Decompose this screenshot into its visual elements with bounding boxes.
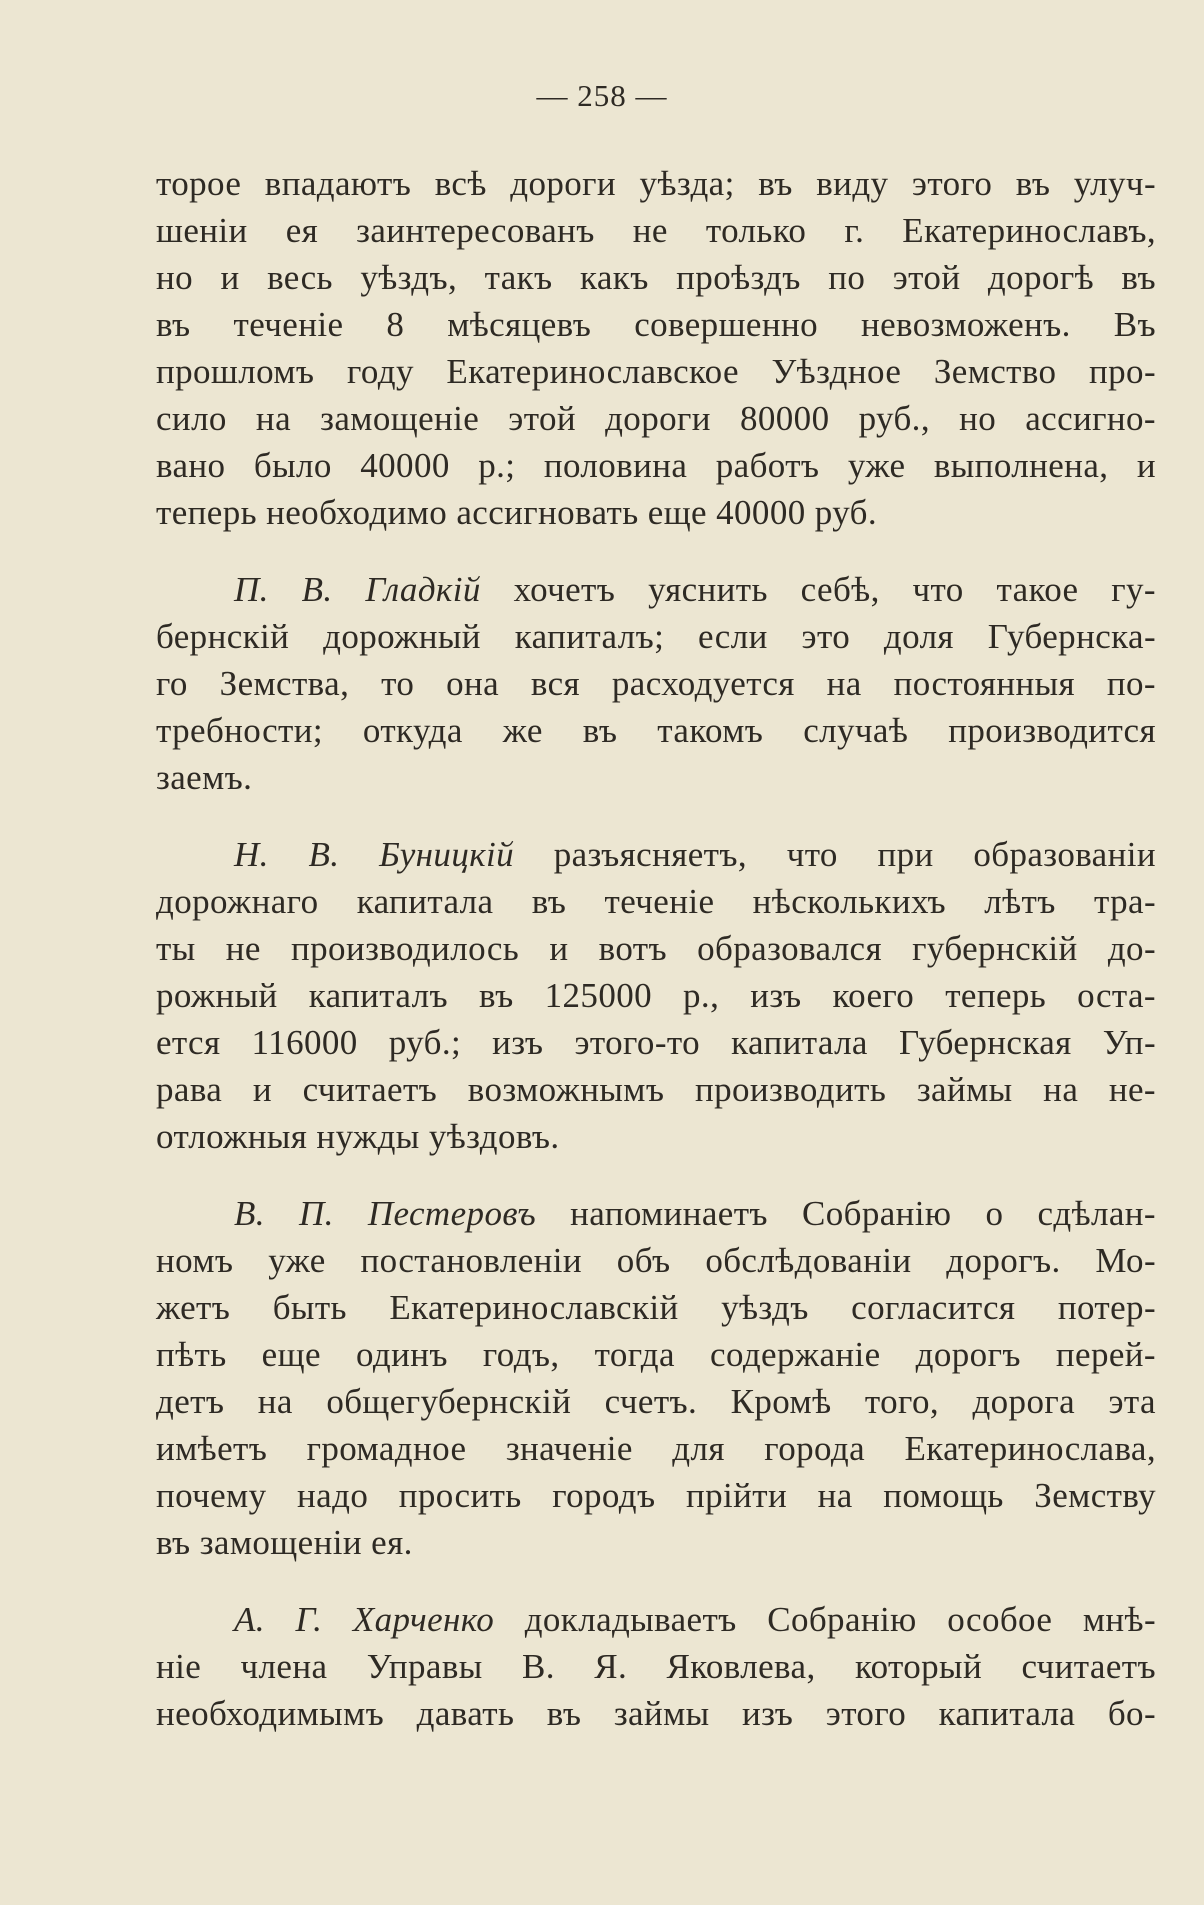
text-line-first (156, 831, 1156, 878)
text-line: имѣетъ громадное значеніе для города Екатеринослава, (156, 1429, 1156, 1468)
text-line: теперь необходимо ассигновать еще 40000 руб. (156, 493, 878, 532)
text-line: вано было 40000 р.; половина работъ уже выполнена, и (156, 446, 1156, 485)
text-line: жетъ быть Екатеринославскій уѣздъ согласится потер- (156, 1288, 1156, 1327)
text-line: сило на замощеніе этой дороги 80000 руб., но ассигно- (156, 399, 1156, 438)
paragraph-1 (156, 160, 1156, 536)
speaker-name: Н. В. Буницкій (234, 835, 515, 874)
text-line: рожный капиталъ въ 125000 р., изъ коего теперь оста- (156, 976, 1156, 1015)
text-line: прошломъ году Екатеринославское Уѣздное Земство про- (156, 352, 1156, 391)
paragraph-2 (156, 566, 1156, 801)
speaker-name: В. П. Пестеровъ (234, 1194, 537, 1233)
text-line: почему надо просить городъ прійти на помощь Земству (156, 1476, 1156, 1515)
text-line-first (156, 1596, 1156, 1643)
text-line: детъ на общегубернскій счетъ. Кромѣ того, дорога эта (156, 1382, 1156, 1421)
text-line: отложныя нужды уѣздовъ. (156, 1117, 560, 1156)
text-line: ты не производилось и вотъ образовался губернскій до- (156, 929, 1156, 968)
text-line: ніе члена Управы В. Я. Яковлева, который считаетъ (156, 1647, 1156, 1686)
page-number: — 258 — (536, 78, 668, 113)
text-line: заемъ. (156, 758, 253, 797)
paragraph-5 (156, 1596, 1156, 1737)
text-body (156, 160, 1156, 1767)
text-line: номъ уже постановленіи объ обслѣдованіи дорогъ. Мо- (156, 1241, 1156, 1280)
text-line: въ теченіе 8 мѣсяцевъ совершенно невозможенъ. Въ (156, 305, 1156, 344)
text-line: торое впадаютъ всѣ дороги уѣзда; въ виду этого въ улуч- (156, 164, 1156, 203)
line-rest: напоминаетъ Собранію о сдѣлан- (570, 1194, 1156, 1233)
paragraph-3 (156, 831, 1156, 1160)
text-line: въ замощеніи ея. (156, 1523, 413, 1562)
line-rest: разъясняетъ, что при образованіи (553, 835, 1156, 874)
text-line-first (156, 1190, 1156, 1237)
text-line-first (156, 566, 1156, 613)
text-line: необходимымъ давать въ займы изъ этого капитала бо- (156, 1694, 1156, 1733)
line-rest: хочетъ уяснить себѣ, что такое гу- (513, 570, 1156, 609)
speaker-name: П. В. Гладкій (234, 570, 481, 609)
text-line: ется 116000 руб.; изъ этого-то капитала Губернская Уп- (156, 1023, 1156, 1062)
text-line: но и весь уѣздъ, такъ какъ проѣздъ по этой дорогѣ въ (156, 258, 1156, 297)
paragraph-4 (156, 1190, 1156, 1566)
text-line: бернскій дорожный капиталъ; если это доля Губернска- (156, 617, 1156, 656)
text-line: рава и считаетъ возможнымъ производить займы на не- (156, 1070, 1156, 1109)
text-line: пѣть еще одинъ годъ, тогда содержаніе дорогъ перей- (156, 1335, 1156, 1374)
text-line: го Земства, то она вся расходуется на постоянныя по- (156, 664, 1156, 703)
line-rest: докладываетъ Собранію особое мнѣ- (524, 1600, 1157, 1639)
speaker-name: А. Г. Харченко (234, 1600, 495, 1639)
text-line: дорожнаго капитала въ теченіе нѣсколькихъ лѣтъ тра- (156, 882, 1156, 921)
text-line: требности; откуда же въ такомъ случаѣ производится (156, 711, 1156, 750)
text-line: шеніи ея заинтересованъ не только г. Екатеринославъ, (156, 211, 1156, 250)
